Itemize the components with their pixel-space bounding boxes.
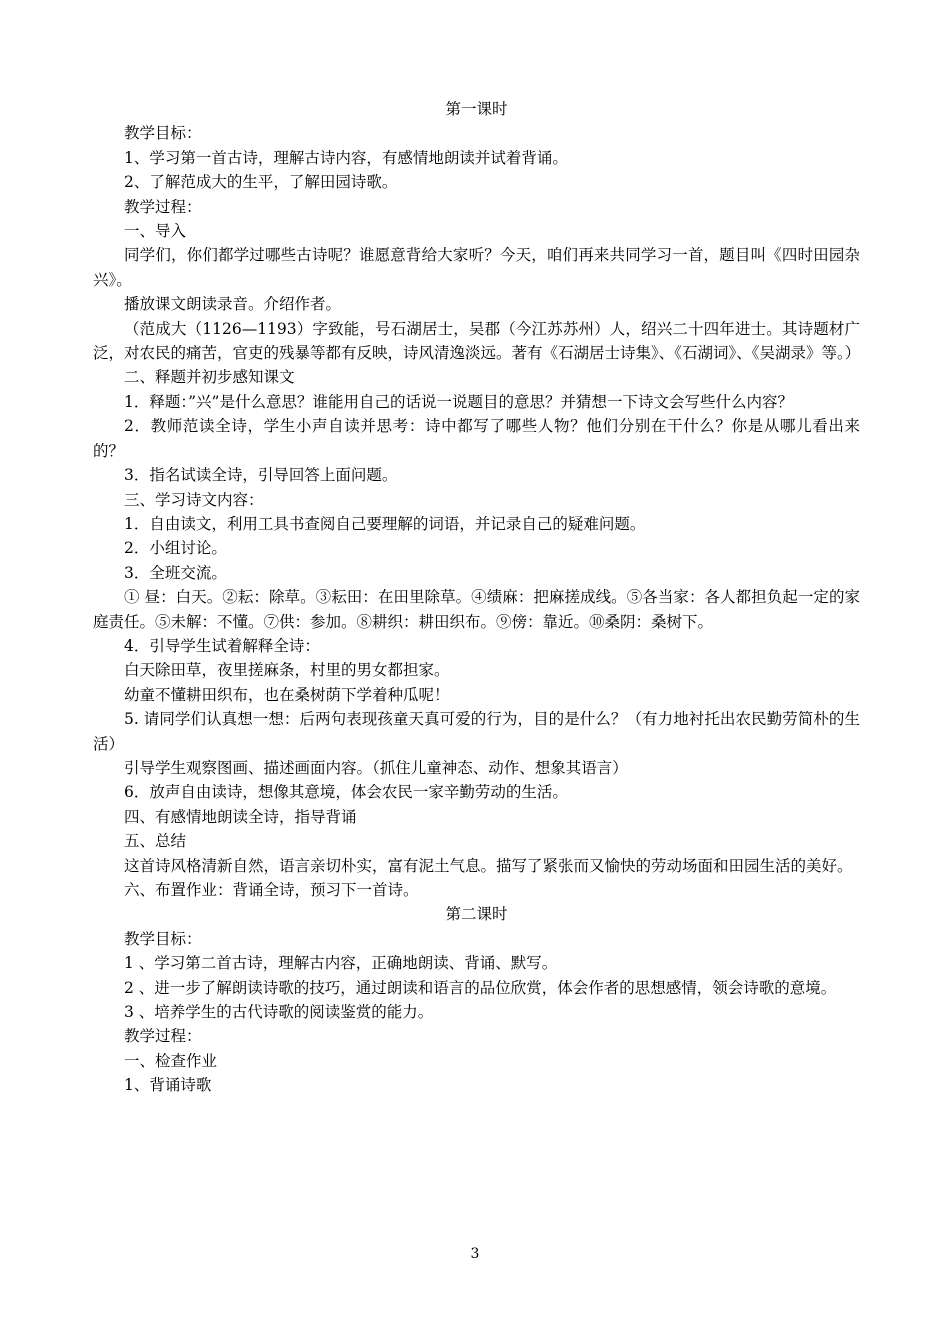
lesson2-heading: 第二课时 — [445, 905, 508, 924]
paragraph: 一、检查作业 — [124, 1051, 218, 1070]
paragraph: 2．教师范读全诗，学生小声自读并思考：诗中都写了哪些人物？他们分别在干什么？你是从哪儿看出来的？ — [93, 417, 860, 460]
paragraph: ① 昼：白天。②耘：除草。③耘田：在田里除草。④绩麻：把麻搓成线。⑤各当家：各人都担负起一定的家庭责任。⑤未解：不懂。⑦供：参加。⑧耕织：耕田织布。⑨傍：靠近。⑩桑阴：桑树下。 — [93, 588, 860, 631]
paragraph: 这首诗风格清新自然，语言亲切朴实，富有泥土气息。描写了紧张而又愉快的劳动场面和田园生活的美好。 — [124, 856, 853, 875]
paragraph: 1 、学习第二首古诗，理解古内容，正确地朗读、背诵、默写。 — [124, 954, 558, 973]
paragraph: 3 、培养学生的古代诗歌的阅读鉴赏的能力。 — [124, 1003, 434, 1022]
paragraph: 白天除田草，夜里搓麻条，村里的男女都担家。 — [124, 661, 450, 680]
paragraph: 三、学习诗文内容： — [124, 490, 264, 509]
paragraph: 2．小组讨论。 — [124, 539, 227, 558]
paragraph: 二、释题并初步感知课文 — [124, 368, 295, 387]
lesson1-body — [93, 121, 860, 902]
document-body — [93, 97, 860, 1098]
lesson2-body — [93, 927, 860, 1098]
paragraph: 四、有感情地朗读全诗，指导背诵 — [124, 807, 357, 826]
paragraph: 一、导入 — [124, 222, 187, 241]
paragraph: 教学过程： — [124, 1027, 202, 1046]
paragraph: 引导学生观察图画、描述画面内容。（抓住儿童神态、动作、想象其语言） — [124, 758, 628, 777]
paragraph: 教学过程： — [124, 197, 202, 216]
paragraph: 3．指名试读全诗，引导回答上面问题。 — [124, 466, 398, 485]
paragraph: 教学目标： — [124, 124, 202, 143]
paragraph: 4．引导学生试着解释全诗： — [124, 636, 320, 655]
paragraph: 1、学习第一首古诗，理解古诗内容，有感情地朗读并试着背诵。 — [124, 148, 568, 167]
paragraph: 五、总结 — [124, 832, 187, 851]
paragraph: 1．自由读文，利用工具书查阅自己要理解的词语，并记录自己的疑难问题。 — [124, 514, 646, 533]
paragraph: 1、背诵诗歌 — [124, 1076, 212, 1095]
paragraph: 播放课文朗读录音。介绍作者。 — [124, 295, 342, 314]
paragraph: 1．释题：”兴”是什么意思？谁能用自己的话说一说题目的意思？并猜想一下诗文会写些什么内容？ — [124, 392, 793, 411]
page-number: 3 — [470, 1246, 480, 1262]
lesson1-heading: 第一课时 — [445, 100, 508, 118]
paragraph: （范成大（1126—1193）字致能，号石湖居士，吴郡（今江苏苏州）人，绍兴二十四年进士。其诗题材广泛，对农民的痛苦，官吏的残暴等都有反映，诗风清逸淡远。著有《石湖居士诗集》、《石湖词》、《吴湖录》等。） — [93, 319, 861, 363]
paragraph: 2、了解范成大的生平，了解田园诗歌。 — [124, 173, 398, 192]
paragraph: 教学目标： — [124, 929, 202, 948]
paragraph: 6．放声自由读诗，想像其意境，体会农民一家辛勤劳动的生活。 — [124, 783, 568, 802]
paragraph: 幼童不懂耕田织布，也在桑树荫下学着种瓜呢！ — [124, 685, 450, 704]
paragraph: 3．全班交流。 — [124, 563, 227, 582]
paragraph: 同学们，你们都学过哪些古诗呢？谁愿意背给大家听？今天，咱们再来共同学习一首，题目叫《四时田园杂兴》。 — [93, 246, 860, 289]
paragraph: 六、布置作业：背诵全诗，预习下一首诗。 — [124, 881, 419, 899]
paragraph: 5. 请同学们认真想一想：后两句表现孩童天真可爱的行为，目的是什么？（有力地衬托出农民勤劳简朴的生活） — [93, 710, 860, 753]
paragraph: 2 、进一步了解朗读诗歌的技巧，通过朗读和语言的品位欣赏，体会作者的思想感情，领会诗歌的意境。 — [124, 978, 837, 997]
